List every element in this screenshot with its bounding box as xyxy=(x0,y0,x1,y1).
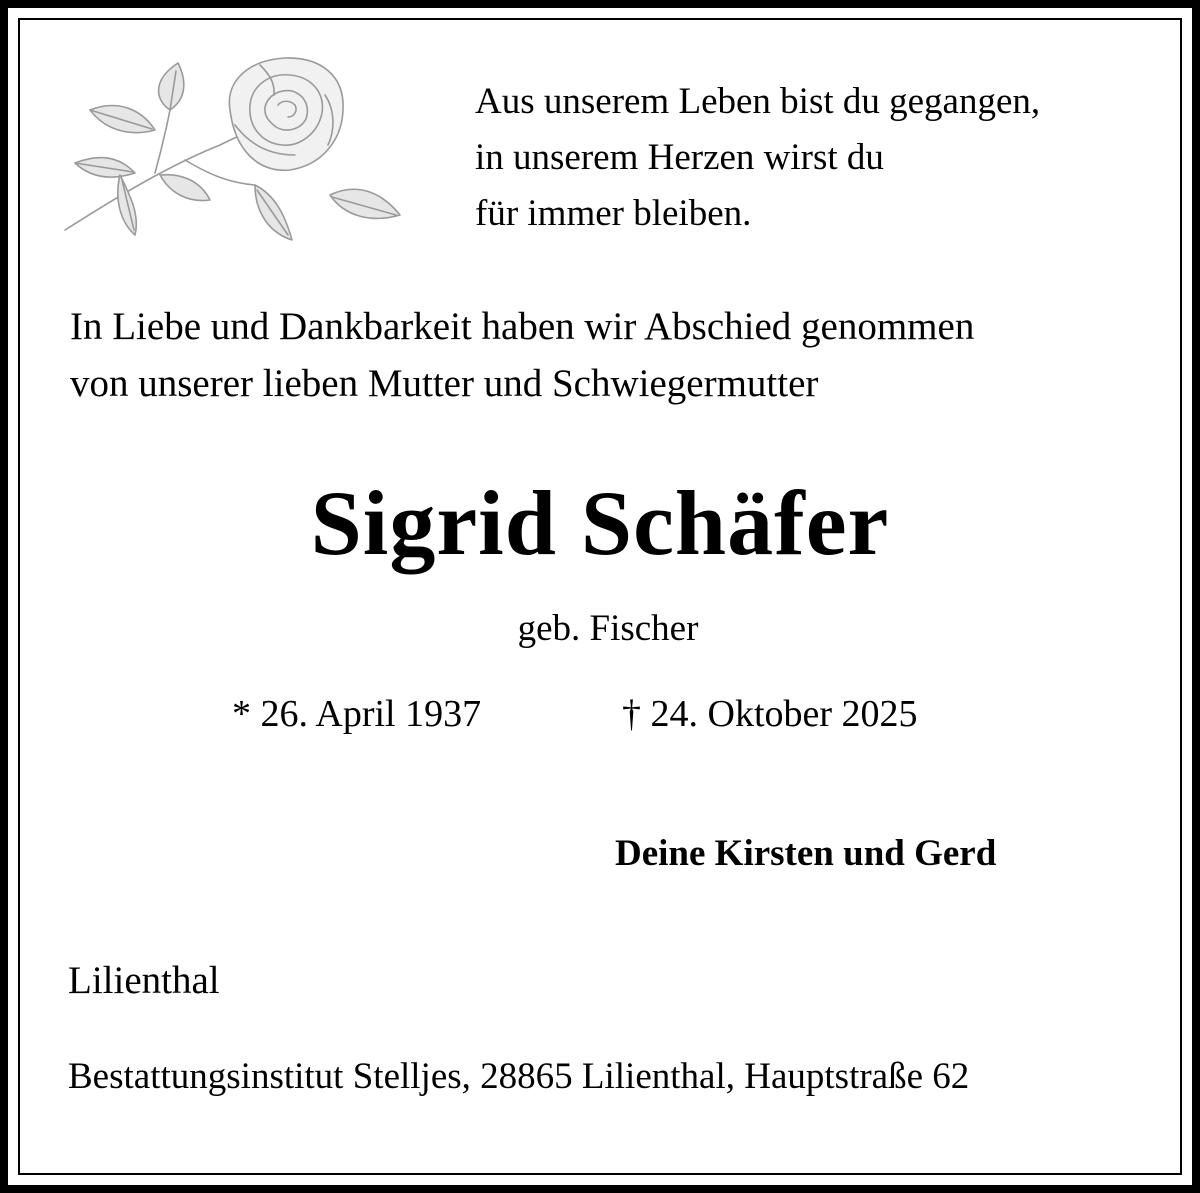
death-date: † 24. Oktober 2025 xyxy=(622,693,918,735)
intro-line: In Liebe und Dankbarkeit haben wir Abschied genommen xyxy=(70,305,975,348)
place-name: Lilienthal xyxy=(68,959,220,1002)
deceased-name: Sigrid Schäfer xyxy=(310,472,890,574)
verse-line: in unserem Herzen wirst du xyxy=(475,137,884,178)
verse xyxy=(475,74,1040,242)
intro-line: von unserer lieben Mutter und Schwiegermutter xyxy=(70,362,819,405)
mourners-signoff: Deine Kirsten und Gerd xyxy=(615,833,997,874)
verse-line: Aus unserem Leben bist du gegangen, xyxy=(475,81,1041,122)
undertaker-info: Bestattungsinstitut Stelljes, 28865 Lilienthal, Hauptstraße 62 xyxy=(68,1056,970,1097)
birth-date: * 26. April 1937 xyxy=(232,693,482,735)
rose-icon xyxy=(60,55,410,265)
verse-line: für immer bleiben. xyxy=(475,193,752,234)
maiden-name: geb. Fischer xyxy=(517,608,699,649)
intro-text xyxy=(70,298,974,412)
